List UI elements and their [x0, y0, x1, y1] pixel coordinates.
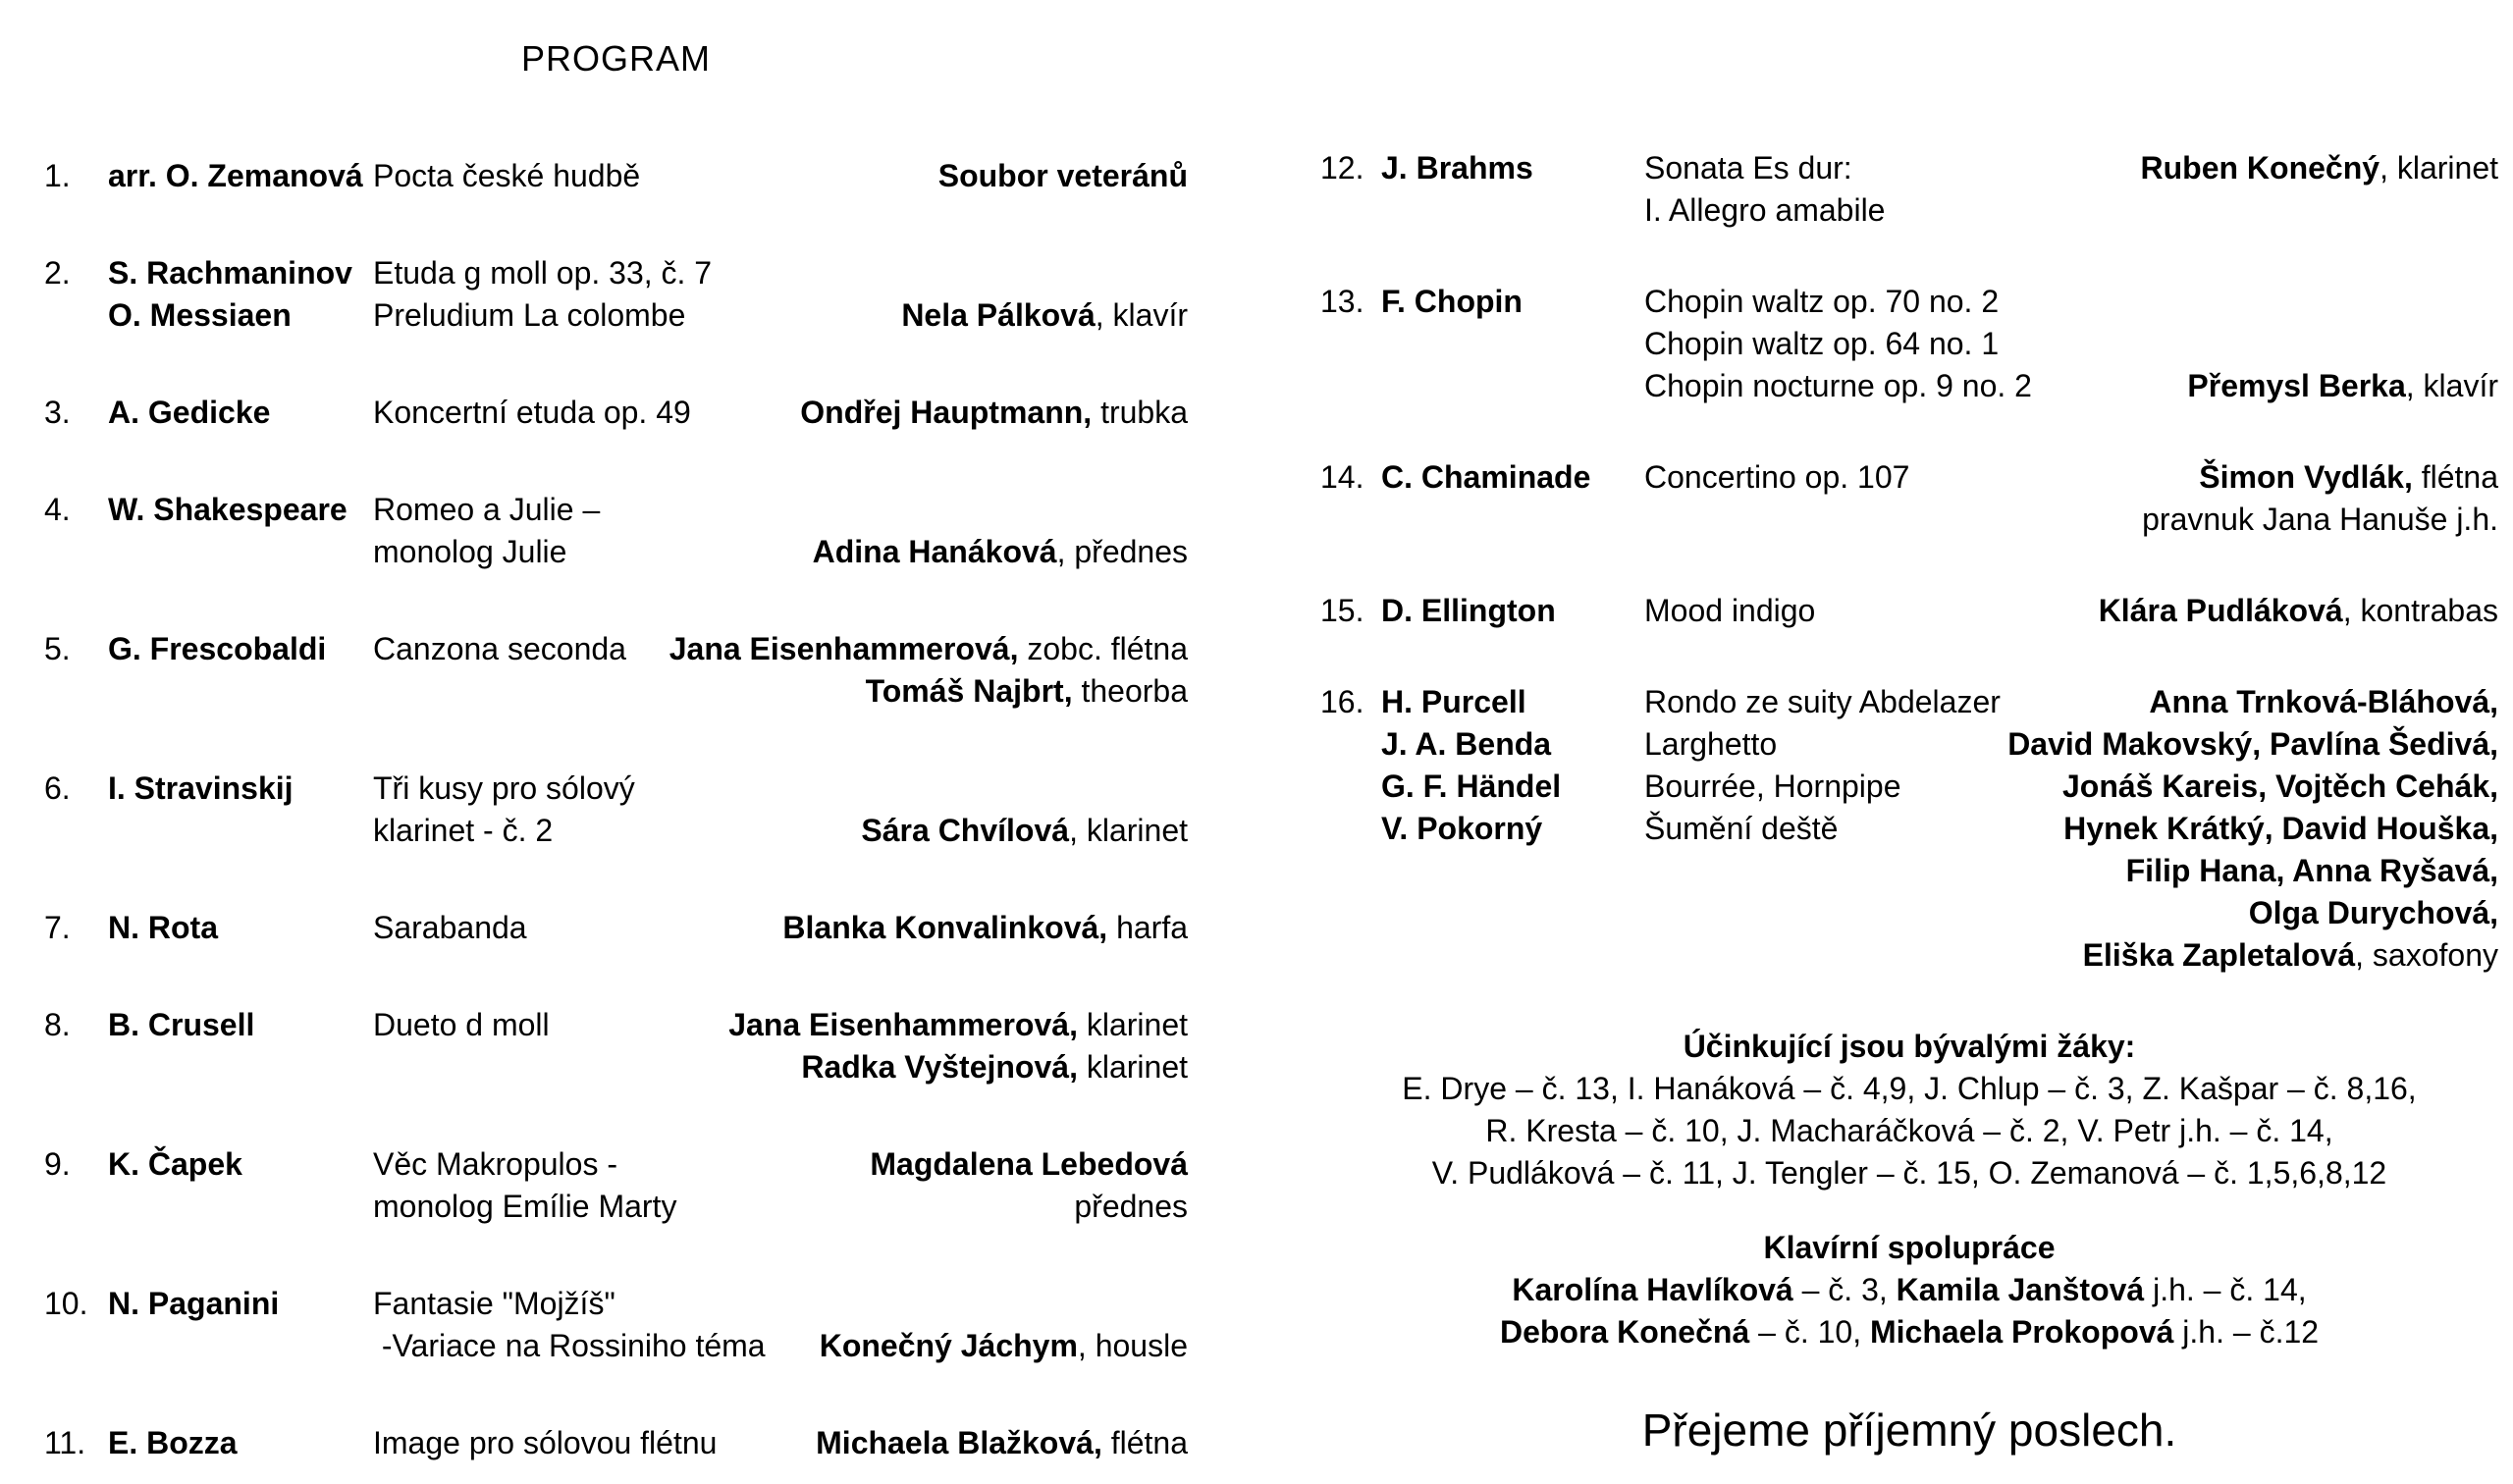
piece-line: Chopin nocturne op. 9 no. 2	[1644, 368, 2032, 403]
piece-line: Canzona seconda	[373, 631, 626, 666]
item-composer	[108, 628, 373, 713]
performer-name: Jonáš Kareis, Vojtěch Cehák,	[2061, 768, 2498, 804]
item-number	[44, 1143, 108, 1228]
item-piece	[373, 1283, 766, 1367]
performer-instrument: , klavír	[1095, 297, 1188, 333]
item-number-text: 3.	[44, 395, 71, 430]
item-piece	[1644, 681, 2001, 977]
piano-line-text: j.h. – č. 14,	[2144, 1272, 2307, 1307]
item-piece	[373, 1143, 676, 1228]
performer-name: Soubor veteránů	[937, 158, 1188, 193]
composer-line: D. Ellington	[1381, 593, 1556, 628]
item-number	[44, 489, 108, 573]
program-item	[44, 1422, 1188, 1464]
item-performers	[2032, 281, 2498, 407]
item-composer	[108, 392, 373, 434]
performer-instrument: theorba	[1072, 673, 1188, 709]
performer-line	[1885, 147, 2498, 189]
item-number-text: 9.	[44, 1146, 71, 1182]
piece-line: Image pro sólovou flétnu	[373, 1425, 718, 1460]
item-number-text: 12.	[1320, 150, 1364, 186]
performer-line	[676, 1143, 1188, 1186]
composer-line: K. Čapek	[108, 1146, 242, 1182]
composer-line: G. Frescobaldi	[108, 631, 327, 666]
piano-line	[1320, 1269, 2498, 1311]
composer-line: S. Rachmaninov	[108, 255, 352, 291]
item-number-text: 4.	[44, 492, 71, 527]
composer-line: B. Crusell	[108, 1007, 255, 1042]
alumni-line: R. Kresta – č. 10, J. Macharáčková – č. 2, V. Petr j.h. – č. 14,	[1485, 1113, 2333, 1148]
performer-instrument: harfa	[1107, 910, 1188, 945]
composer-line: G. F. Händel	[1381, 768, 1562, 804]
piano-line	[1320, 1311, 2498, 1353]
alumni-heading: Účinkující jsou bývalými žáky:	[1683, 1029, 2136, 1064]
performer-line	[766, 1283, 1188, 1325]
piece-line: Šumění deště	[1644, 811, 1839, 846]
performer-line	[626, 670, 1188, 713]
alumni-line: V. Pudláková – č. 11, J. Tengler – č. 15, O. Zemanová – č. 1,5,6,8,12	[1431, 1155, 2387, 1191]
piece-line: klarinet - č. 2	[373, 813, 554, 848]
program-items-left	[44, 155, 1188, 1464]
item-performers	[766, 1283, 1188, 1367]
piece-line: Pocta české hudbě	[373, 158, 641, 193]
item-number	[1320, 590, 1381, 632]
performer-line	[550, 1004, 1188, 1046]
performer-line	[712, 252, 1188, 294]
piece-line: Tři kusy pro sólový	[373, 770, 635, 806]
item-number	[1320, 147, 1381, 232]
item-performers	[712, 252, 1188, 337]
performer-line	[2032, 281, 2498, 323]
item-number-text: 14.	[1320, 459, 1364, 495]
program-item	[44, 1283, 1188, 1367]
performer-line	[1909, 499, 2498, 541]
item-number	[1320, 681, 1381, 977]
composer-line: N. Rota	[108, 910, 218, 945]
performer-name: Filip Hana, Anna Ryšavá,	[2125, 853, 2498, 888]
performer-line	[640, 155, 1188, 197]
performer-name: Konečný Jáchym	[819, 1328, 1078, 1363]
piece-line: monolog Julie	[373, 534, 567, 569]
piece-line: Mood indigo	[1644, 593, 1816, 628]
item-number	[44, 768, 108, 852]
performer-instrument: trubka	[1092, 395, 1188, 430]
performer-name: Anna Trnková-Bláhová,	[2149, 684, 2498, 719]
item-piece	[373, 489, 600, 573]
closing-line: Přejeme příjemný poslech.	[1641, 1404, 2177, 1456]
performer-name: Olga Durychová,	[2248, 895, 2498, 930]
item-piece	[373, 392, 691, 434]
composer-line: J. Brahms	[1381, 150, 1533, 186]
composer-line: A. Gedicke	[108, 395, 271, 430]
performer-line	[1909, 456, 2498, 499]
composer-line: W. Shakespeare	[108, 492, 348, 527]
piece-line: Rondo ze suity Abdelazer	[1644, 684, 2001, 719]
piece-line: -Variace na Rossiniho téma	[373, 1328, 766, 1363]
piano-heading: Klavírní spolupráce	[1763, 1230, 2056, 1265]
performer-line	[527, 907, 1188, 949]
piece-line: Věc Makropulos -	[373, 1146, 617, 1182]
item-performers	[717, 1422, 1188, 1464]
performer-name: Ruben Konečný	[2140, 150, 2380, 186]
pianist-name: Karolína Havlíková	[1512, 1272, 1793, 1307]
item-number-text: 7.	[44, 910, 71, 945]
performer-name: Eliška Zapletalová	[2082, 937, 2356, 973]
item-performers	[527, 907, 1188, 949]
piano-lines	[1320, 1269, 2498, 1353]
item-piece	[373, 628, 626, 713]
piece-line: Etuda g moll op. 33, č. 7	[373, 255, 713, 291]
composer-line: J. A. Benda	[1381, 726, 1552, 762]
performer-instrument: flétna	[1101, 1425, 1188, 1460]
performer-line	[2001, 723, 2498, 766]
item-number	[44, 628, 108, 713]
piano-collaboration-note	[1320, 1227, 2498, 1353]
program-left-column	[0, 0, 1256, 1484]
item-composer	[1381, 590, 1644, 632]
performer-name: Nela Pálková	[901, 297, 1096, 333]
item-composer	[1381, 281, 1644, 407]
composer-line: C. Chaminade	[1381, 459, 1591, 495]
program-item	[44, 628, 1188, 713]
item-number-text: 5.	[44, 631, 71, 666]
program-right-column	[1256, 0, 2513, 1484]
performer-line	[550, 1046, 1188, 1088]
performer-line	[600, 489, 1188, 531]
performer-line	[691, 392, 1188, 434]
item-number	[44, 1004, 108, 1088]
performer-instrument: , kontrabas	[2342, 593, 2498, 628]
item-performers	[550, 1004, 1188, 1088]
piece-line: monolog Emílie Marty	[373, 1189, 677, 1224]
program-item	[1320, 456, 2498, 541]
item-number-text: 1.	[44, 158, 71, 193]
item-performers	[635, 768, 1188, 852]
performer-line	[712, 294, 1188, 337]
performer-line	[635, 768, 1188, 810]
composer-line: H. Purcell	[1381, 684, 1526, 719]
performer-line	[2001, 681, 2498, 723]
piece-line: Chopin waltz op. 64 no. 1	[1644, 326, 2000, 361]
performer-instrument: klarinet	[1077, 1007, 1188, 1042]
program-item	[1320, 590, 2498, 632]
item-piece	[373, 907, 527, 949]
performer-name: Magdalena Lebedová	[870, 1146, 1188, 1182]
program-item	[1320, 281, 2498, 407]
item-number-text: 15.	[1320, 593, 1364, 628]
performer-name: Sára Chvílová	[861, 813, 1070, 848]
composer-line: N. Paganini	[108, 1286, 280, 1321]
program-item	[44, 907, 1188, 949]
item-number-text: 6.	[44, 770, 71, 806]
performer-line	[600, 531, 1188, 573]
performer-line	[2032, 365, 2498, 407]
item-number-text: 11.	[44, 1425, 86, 1460]
performer-name: Přemysl Berka	[2187, 368, 2406, 403]
piece-line: I. Allegro amabile	[1644, 192, 1886, 228]
piano-line-text: – č. 3,	[1792, 1272, 1897, 1307]
performer-name: Blanka Konvalinková,	[782, 910, 1108, 945]
item-composer	[1381, 147, 1644, 232]
performer-instrument: , klavír	[2405, 368, 2498, 403]
item-composer	[108, 907, 373, 949]
performer-line	[2032, 323, 2498, 365]
performer-line	[717, 1422, 1188, 1464]
performer-instrument: pravnuk Jana Hanuše j.h.	[2142, 502, 2498, 537]
item-composer	[108, 768, 373, 852]
performer-name: Ondřej Hauptmann,	[800, 395, 1093, 430]
item-composer	[108, 1143, 373, 1228]
pianist-name: Kamila Janštová	[1896, 1272, 2145, 1307]
performer-name: Radka Vyštejnová,	[801, 1049, 1078, 1085]
piece-line: Preludium La colombe	[373, 297, 686, 333]
performer-line	[2001, 766, 2498, 808]
item-performers	[691, 392, 1188, 434]
piece-line: Concertino op. 107	[1644, 459, 1910, 495]
item-number	[44, 392, 108, 434]
item-composer	[1381, 681, 1644, 977]
item-piece	[1644, 590, 1815, 632]
item-performers	[640, 155, 1188, 197]
performer-name: Šimon Vydlák,	[2199, 459, 2413, 495]
performer-line	[635, 810, 1188, 852]
piano-line-text: j.h. – č.12	[2173, 1314, 2320, 1350]
alumni-line: E. Drye – č. 13, I. Hanáková – č. 4,9, J. Chlup – č. 3, Z. Kašpar – č. 8,16,	[1402, 1071, 2417, 1106]
item-number	[44, 155, 108, 197]
pianist-name: Michaela Prokopová	[1869, 1314, 2174, 1350]
performer-line	[2001, 892, 2498, 934]
item-performers	[2001, 681, 2498, 977]
item-composer	[108, 1004, 373, 1088]
piece-line: Koncertní etuda op. 49	[373, 395, 691, 430]
item-composer	[108, 155, 373, 197]
item-piece	[373, 768, 635, 852]
composer-line: arr. O. Zemanová	[108, 158, 363, 193]
performer-name: Michaela Blažková,	[816, 1425, 1102, 1460]
item-number	[1320, 281, 1381, 407]
item-number	[44, 1422, 108, 1464]
alumni-note	[1320, 1026, 2498, 1194]
performer-name: Tomáš Najbrt,	[865, 673, 1073, 709]
item-piece	[1644, 147, 1885, 232]
item-composer	[108, 1283, 373, 1367]
performer-line	[2001, 850, 2498, 892]
item-composer	[108, 252, 373, 337]
item-piece	[373, 155, 640, 197]
composer-line: E. Bozza	[108, 1425, 238, 1460]
item-number	[44, 1283, 108, 1367]
performer-line	[1815, 590, 2498, 632]
performer-instrument: , klarinet	[1069, 813, 1188, 848]
alumni-lines	[1320, 1068, 2498, 1194]
composer-line: I. Stravinskij	[108, 770, 294, 806]
program-item	[44, 392, 1188, 434]
pianist-name: Debora Konečná	[1499, 1314, 1750, 1350]
performer-instrument: , přednes	[1056, 534, 1188, 569]
item-number	[44, 907, 108, 949]
piece-line: Sarabanda	[373, 910, 527, 945]
item-performers	[1815, 590, 2498, 632]
item-performers	[600, 489, 1188, 573]
performer-instrument: , saxofony	[2355, 937, 2498, 973]
item-performers	[626, 628, 1188, 713]
performer-line	[2001, 808, 2498, 850]
composer-line: V. Pokorný	[1381, 811, 1543, 846]
piece-line: Sonata Es dur:	[1644, 150, 1852, 186]
performer-instrument: klarinet	[1077, 1049, 1188, 1085]
program-item	[44, 1143, 1188, 1228]
item-performers	[1885, 147, 2498, 232]
program-item	[1320, 147, 2498, 232]
item-piece	[1644, 281, 2032, 407]
program-item	[44, 768, 1188, 852]
item-number-text: 10.	[44, 1286, 88, 1321]
piece-line: Chopin waltz op. 70 no. 2	[1644, 284, 2000, 319]
composer-line: F. Chopin	[1381, 284, 1523, 319]
piano-line-text: – č. 10,	[1749, 1314, 1870, 1350]
item-number-text: 16.	[1320, 684, 1364, 719]
item-performers	[676, 1143, 1188, 1228]
item-number-text: 13.	[1320, 284, 1364, 319]
item-piece	[373, 1004, 550, 1088]
performer-name: Jana Eisenhammerová,	[728, 1007, 1078, 1042]
performer-line	[626, 628, 1188, 670]
item-number	[44, 252, 108, 337]
item-composer	[108, 489, 373, 573]
performer-name: Adina Hanáková	[812, 534, 1057, 569]
item-composer	[108, 1422, 373, 1464]
piece-line: Fantasie "Mojžíš"	[373, 1286, 615, 1321]
program-item	[44, 489, 1188, 573]
performer-instrument: přednes	[1074, 1189, 1188, 1224]
program-items-right	[1320, 147, 2498, 977]
piece-line: Romeo a Julie –	[373, 492, 601, 527]
performer-name: Hynek Krátký, David Houška,	[2063, 811, 2498, 846]
item-number	[1320, 456, 1381, 541]
program-item	[1320, 681, 2498, 977]
piece-line: Dueto d moll	[373, 1007, 550, 1042]
page-title: PROGRAM	[520, 38, 711, 79]
program-item	[44, 252, 1188, 337]
performer-instrument: flétna	[2412, 459, 2498, 495]
program-item	[44, 1004, 1188, 1088]
item-number-text: 8.	[44, 1007, 71, 1042]
item-number-text: 2.	[44, 255, 71, 291]
item-piece	[373, 1422, 717, 1464]
performer-line	[766, 1325, 1188, 1367]
performer-name: Klára Pudláková	[2098, 593, 2343, 628]
item-piece	[373, 252, 712, 337]
performer-line	[676, 1186, 1188, 1228]
piece-line: Bourrée, Hornpipe	[1644, 768, 1901, 804]
performer-line	[2001, 934, 2498, 977]
piece-line: Larghetto	[1644, 726, 1778, 762]
performer-instrument: , klarinet	[2379, 150, 2498, 186]
item-performers	[1909, 456, 2498, 541]
performer-name: Jana Eisenhammerová,	[668, 631, 1019, 666]
program-item	[44, 155, 1188, 197]
item-piece	[1644, 456, 1909, 541]
performer-name: David Makovský, Pavlína Šedivá,	[2007, 726, 2498, 762]
item-composer	[1381, 456, 1644, 541]
performer-instrument: zobc. flétna	[1018, 631, 1188, 666]
performer-instrument: , housle	[1077, 1328, 1188, 1363]
composer-line: O. Messiaen	[108, 297, 292, 333]
